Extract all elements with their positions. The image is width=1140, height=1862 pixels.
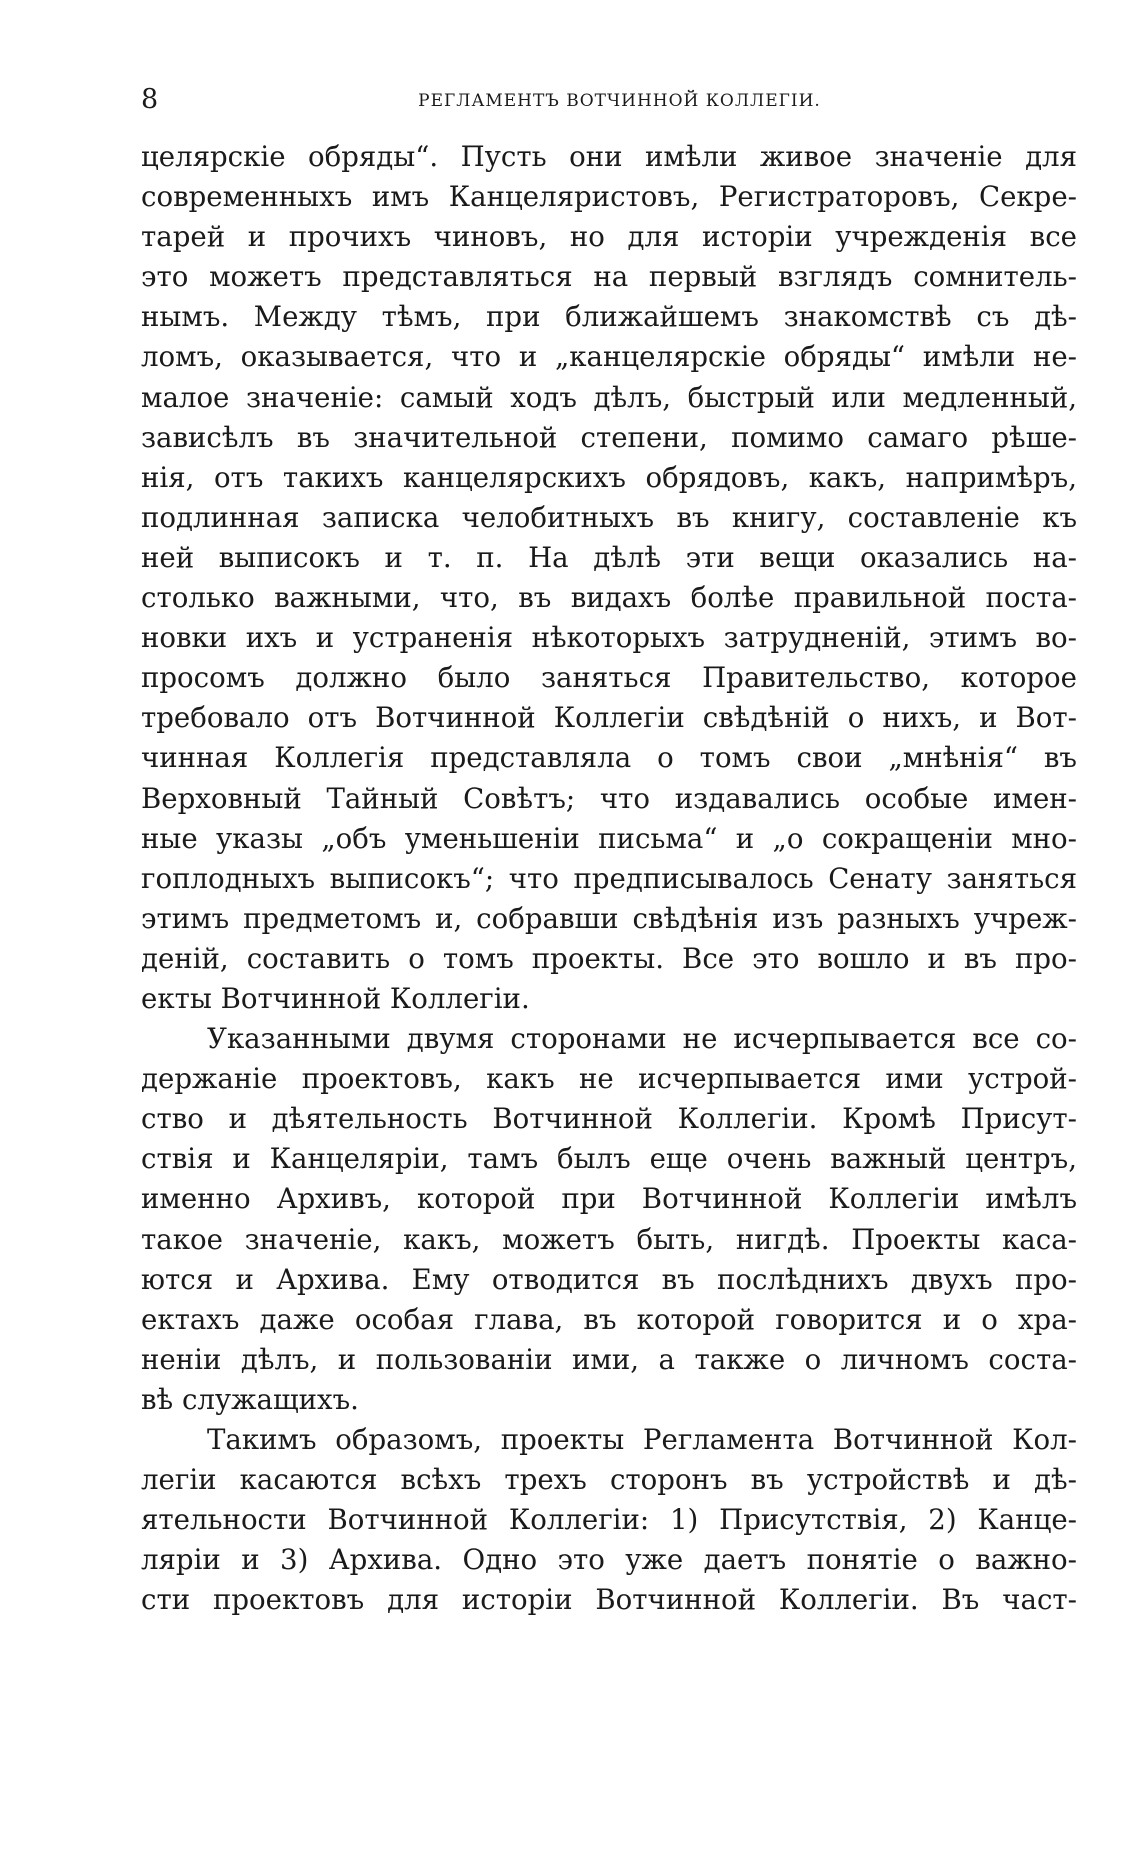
text-line: деній, составить о томъ проекты. Все это вошло и въ про-: [141, 941, 1077, 975]
text-line: нымъ. Между тѣмъ, при ближайшемъ знакомствѣ съ дѣ-: [141, 300, 1077, 334]
text-line: Такимъ образомъ, проекты Регламента Вотчинной Кол-: [207, 1423, 1077, 1456]
text-line: ются и Архива. Ему отводится въ послѣднихъ двухъ про-: [141, 1262, 1077, 1296]
text-line: малое значеніе: самый ходъ дѣлъ, быстрый или медленный,: [141, 380, 1077, 414]
text-line: современныхъ имъ Канцеляристовъ, Регистраторовъ, Секре-: [141, 180, 1077, 214]
text-block: [141, 137, 1077, 1620]
text-line: зависѣлъ въ значительной степени, помимо самаго рѣше-: [141, 420, 1077, 454]
text-line: ные указы „объ уменьшеніи письма“ и „о сокращеніи мно-: [141, 821, 1077, 855]
text-line: ектахъ даже особая глава, въ которой говорится и о хра-: [141, 1302, 1077, 1336]
text-line: этимъ предметомъ и, собравши свѣдѣнія изъ разныхъ учреж-: [141, 901, 1077, 935]
text-line: подлинная записка челобитныхъ въ книгу, составленіе къ: [141, 500, 1077, 534]
text-line: ствія и Канцеляріи, тамъ былъ еще очень важный центръ,: [141, 1142, 1077, 1176]
text-line: держаніе проектовъ, какъ не исчерпывается ими устрой-: [141, 1062, 1077, 1096]
text-line: Указанными двумя сторонами не исчерпывается все со-: [207, 1022, 1077, 1056]
text-line: это можетъ представляться на первый взглядъ сомнитель-: [141, 260, 1077, 294]
page-number: 8: [141, 84, 159, 115]
text-line: ней выписокъ и т. п. На дѣлѣ эти вещи оказались на-: [141, 540, 1077, 574]
text-line: сти проектовъ для исторіи Вотчинной Коллегіи. Въ част-: [141, 1583, 1077, 1617]
text-line: екты Вотчинной Коллегіи.: [141, 981, 530, 1015]
text-line: именно Архивъ, которой при Вотчинной Коллегіи имѣлъ: [141, 1182, 1077, 1216]
text-line: целярскіе обряды“. Пусть они имѣли живое значеніе для: [141, 140, 1077, 173]
text-line: ятельности Вотчинной Коллегіи: 1) Присутствія, 2) Канце-: [141, 1503, 1077, 1537]
text-line: нія, отъ такихъ канцелярскихъ обрядовъ, какъ, напримѣръ,: [141, 460, 1077, 494]
text-line: ляріи и 3) Архива. Одно это уже даетъ понятіе о важно-: [141, 1543, 1077, 1577]
text-line: гоплодныхъ выписокъ“; что предписывалось Сенату заняться: [141, 861, 1077, 895]
running-head: [141, 80, 1058, 120]
text-line: ломъ, оказывается, что и „канцелярскіе обряды“ имѣли не-: [141, 340, 1077, 374]
text-line: ство и дѣятельность Вотчинной Коллегіи. Кромѣ Присут-: [141, 1102, 1077, 1136]
text-line: чинная Коллегія представляла о томъ свои „мнѣнія“ въ: [141, 741, 1077, 775]
text-line: легіи касаются всѣхъ трехъ сторонъ въ устройствѣ и дѣ-: [141, 1463, 1077, 1497]
text-line: столько важными, что, въ видахъ болѣе правильной поста-: [141, 581, 1077, 615]
text-line: просомъ должно было заняться Правительство, которое: [141, 661, 1077, 695]
text-line: вѣ служащихъ.: [141, 1382, 359, 1416]
text-line: новки ихъ и устраненія нѣкоторыхъ затрудненій, этимъ во-: [141, 621, 1077, 655]
text-line: Верховный Тайный Совѣтъ; что издавались особые имен-: [141, 781, 1077, 815]
text-line: неніи дѣлъ, и пользованіи ими, а также о личномъ соста-: [141, 1342, 1077, 1376]
text-line: требовало отъ Вотчинной Коллегіи свѣдѣній о нихъ, и Вот-: [141, 701, 1077, 735]
text-line: такое значеніе, какъ, можетъ быть, нигдѣ. Проекты каса-: [141, 1222, 1077, 1256]
text-line: тарей и прочихъ чиновъ, но для исторіи учрежденія все: [141, 220, 1077, 254]
running-title: РЕГЛАМЕНТЪ ВОТЧИННОЙ КОЛЛЕГІИ.: [418, 91, 821, 111]
